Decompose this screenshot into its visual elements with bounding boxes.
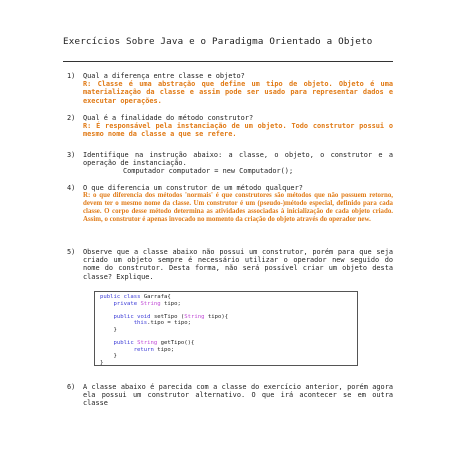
question-text: Qual a diferença entre classe e objeto? (83, 72, 245, 80)
code-line: return tipo; (133, 346, 175, 353)
answer-text: R: Classe é uma abstração que define um tipo de objeto. Objeto é uma materialização da classe e assim pode ser usado para representar dados e executar operações. (83, 80, 393, 105)
code-line: } (100, 359, 104, 366)
question-number: 1) (67, 72, 76, 80)
question-5 (63, 248, 393, 281)
code-line: public class Garrafa{ (100, 294, 171, 300)
question-text: Qual é a finalidade do método construtor? (83, 114, 254, 122)
code-line: } (100, 353, 117, 360)
question-1 (63, 72, 393, 105)
answer-text: R: É responsável pela instanciação de um objeto. Todo construtor possui o mesmo nome da classe a que se refere. (83, 122, 393, 139)
question-6 (63, 383, 393, 408)
title-underline (63, 61, 393, 62)
page-title: Exercícios Sobre Java e o Paradigma Orientado a Objeto (63, 36, 373, 47)
code-line (100, 334, 352, 341)
question-4 (63, 184, 393, 224)
code-line: } (100, 326, 117, 333)
code-line: public String getTipo(){ (113, 340, 195, 347)
code-line: public void setTipo (String tipo){ (113, 313, 229, 320)
question-number: 6) (67, 383, 76, 391)
instruction-code: Computador computador = new Computador(); (123, 167, 294, 176)
question-text: O que diferencia um construtor de um método qualquer? (83, 184, 303, 192)
code-listing (94, 291, 358, 366)
question-text: Observe que a classe abaixo não possui um construtor, porém para que seja criado um objeto sempre é necessário utilizar o operador new seguido do nome do construtor. Desta forma, não será possível criar um objeto desta classe? Explique. (83, 248, 393, 281)
code-line: private String tipo; (113, 300, 181, 307)
question-number: 3) (67, 151, 76, 159)
code-line: this.tipo = tipo; (133, 320, 191, 327)
code-line (100, 307, 352, 314)
question-text: Identifique na instrução abaixo: a classe, o objeto, o construtor e a operação de instanciação. (83, 151, 393, 168)
question-number: 2) (67, 114, 76, 122)
answer-text: R: o que diferencia dos métodos 'normais' é que construtores são métodos que não possuem retorno, devem ter o mesmo nome da classe. Um construtor é um (pseudo-)método especial, definido para cada classe. O corpo desse método determina as atividades associadas à inicialização de cada objeto criado. Assim, o construtor é apenas invocado no momento da criação do objeto através do operador new. (83, 192, 393, 224)
question-number: 4) (67, 184, 76, 192)
question-2 (63, 114, 393, 139)
question-number: 5) (67, 248, 76, 256)
question-text: A classe abaixo é parecida com a classe do exercício anterior, porém agora ela possui um construtor alternativo. O que irá acontecer se em outra classe (83, 383, 393, 408)
question-3 (63, 151, 393, 176)
